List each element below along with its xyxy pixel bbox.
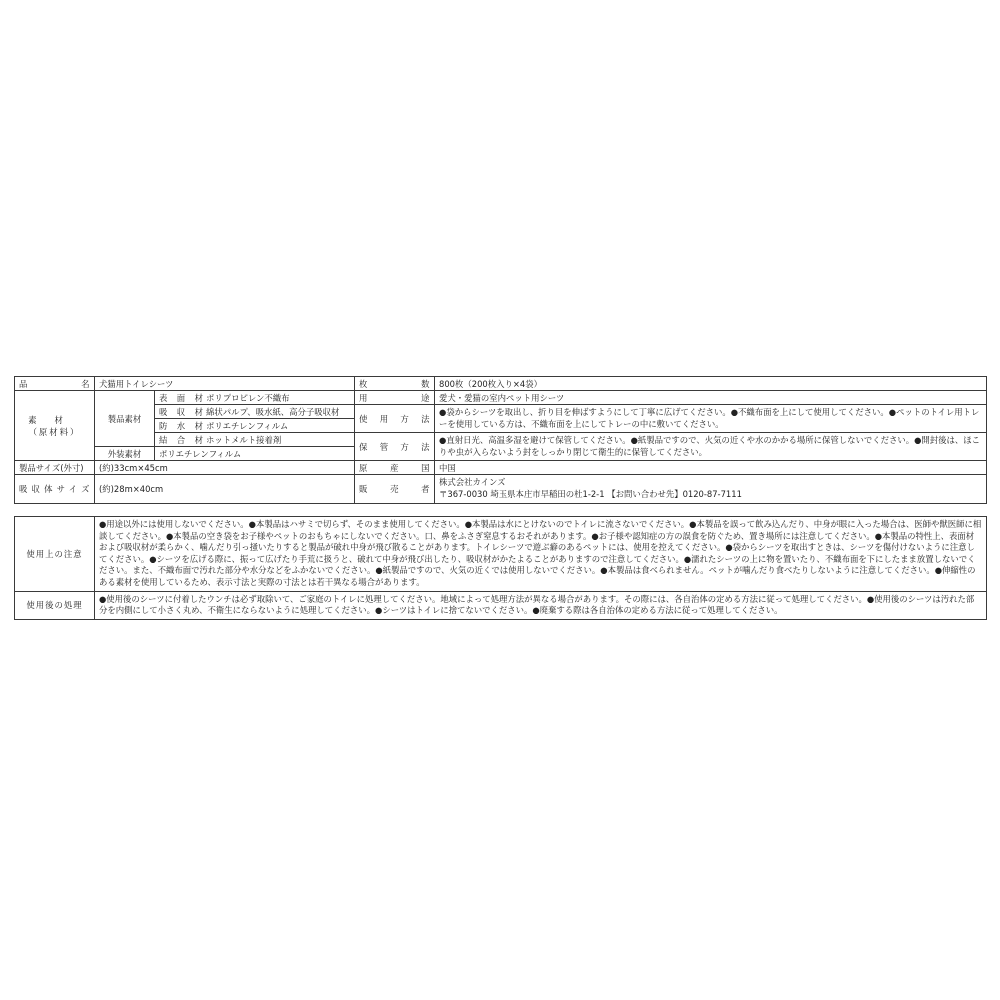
spec-table [14, 376, 987, 504]
seller-company: 株式会社カインズ [439, 477, 506, 488]
material-label-cell [15, 391, 95, 461]
count-value: 800枚（200枚入り×4袋） [435, 377, 987, 391]
size-label: 製品サイズ(外寸) [15, 461, 95, 475]
disposal-label: 使用後の処理 [15, 591, 95, 619]
material-row-2 [155, 405, 355, 419]
size-value: (約)33cm×45cm [95, 461, 355, 475]
material-row-4-value: ホットメルト接着剤 [206, 434, 282, 445]
material-row-3-value: ポリエチレンフィルム [206, 420, 289, 431]
material-row-1-key: 表面材 [159, 392, 203, 403]
seller-label: 販売者 [355, 475, 435, 503]
material-row-1-value: ポリプロピレン不織布 [206, 392, 290, 403]
material-row-2-value: 綿状パルプ、吸水紙、高分子吸収材 [206, 406, 340, 417]
seller-value [435, 475, 987, 503]
material-row-3-key: 防水材 [159, 420, 203, 431]
material-label: 素材 [28, 414, 81, 425]
product-name-label: 品名 [15, 377, 95, 391]
absorb-size-value: (約)28m×40cm [95, 475, 355, 503]
origin-value: 中国 [435, 461, 987, 475]
caution-value: ●用途以外には使用しないでください。●本製品はハサミで切らず、そのまま使用してください。●本製品は水にとけないのでトイレに流さないでください。●本製品を誤って飲み込んだり、中身が眼に入った場合は、医師や獣医師に相談してください。●本製品の空き袋をお子様やペットのおもちゃにしないでください。口、鼻をふさぎ窒息するおそれがあります。●お子様や認知症の方の誤食を防ぐため、置き場所には注意してください。●本製品の特性上、表面材および吸収材が柔らかく、噛んだり引っ掻いたりすると製品が破れ中身が飛び散ることがあります。トイレシーツで遊ぶ癖のあるペットには、使用を控えてください。●袋からシーツを取出すときは、シーツを傷付けないように注意してください。●シーツを広げる際に、振って広げたり手荒に扱うと、破れて中身が飛び出したり、吸収材がかたよることがありますので注意してください。●濡れたシーツの上に物を置いたり、不織布面を下にしたまま放置しないでください。また、不織布面で汚れた部分や水分などをふかないでください。●紙製品ですので、火気の近くでは使用しないでください。●本製品は食べられません。ペットが噛んだり食べたりしないように注意してください。●伸縮性のある素材を使用しているため、表示寸法と実際の寸法とは若干異なる場合があります。 [95, 517, 987, 592]
material-row-3 [155, 419, 355, 433]
disposal-value: ●使用後のシーツに付着したウンチは必ず取除いて、ご家庭のトイレに処理してください。地域によって処理方法が異なる場合があります。その際には、各自治体の定める方法に従って処理してください。●使用後のシーツは汚れた部分を内側にして小さく丸め、不衛生にならないように処理してください。●シーツはトイレに捨てないでください。●廃棄する際は各自治体の定める方法に従って処理してください。 [95, 591, 987, 619]
usage-value: 愛犬・愛猫の室内ペット用シーツ [435, 391, 987, 405]
material-row-4-key: 結合材 [159, 434, 203, 445]
packaging-value: ポリエチレンフィルム [155, 447, 355, 461]
caution-label: 使用上の注意 [15, 517, 95, 592]
material-row-1 [155, 391, 355, 405]
storage-value: ●直射日光、高温多湿を避けて保管してください。●紙製品ですので、火気の近くや水のかかる場所に保管しないでください。●開封後は、ほこりや虫が入らないよう封をしっかり閉じて衛生的に保管してください。 [435, 433, 987, 461]
origin-label: 原産国 [355, 461, 435, 475]
usage-label: 用途 [355, 391, 435, 405]
material-row-4 [155, 433, 355, 447]
material-row-2-key: 吸収材 [159, 406, 203, 417]
seller-address: 〒367-0030 埼玉県本庄市早稲田の杜1-2-1 【お問い合わせ先】0120-87-7111 [439, 488, 742, 499]
absorb-size-label: 吸収体サイズ [15, 475, 95, 503]
material-label-sub: （原材料） [28, 426, 81, 437]
notes-table [14, 516, 987, 620]
product-material-label: 製品素材 [95, 391, 155, 447]
count-label: 枚数 [355, 377, 435, 391]
howto-label: 使用方法 [355, 405, 435, 433]
product-name-value: 犬猫用トイレシーツ [95, 377, 355, 391]
storage-label: 保管方法 [355, 433, 435, 461]
howto-value: ●袋からシーツを取出し、折り目を伸ばすようにして丁寧に広げてください。●不織布面を上にして使用してください。●ペットのトイレ用トレーを使用している方は、不織布面を上にしてトレーの中に敷いてください。 [435, 405, 987, 433]
packaging-label: 外装素材 [95, 447, 155, 461]
